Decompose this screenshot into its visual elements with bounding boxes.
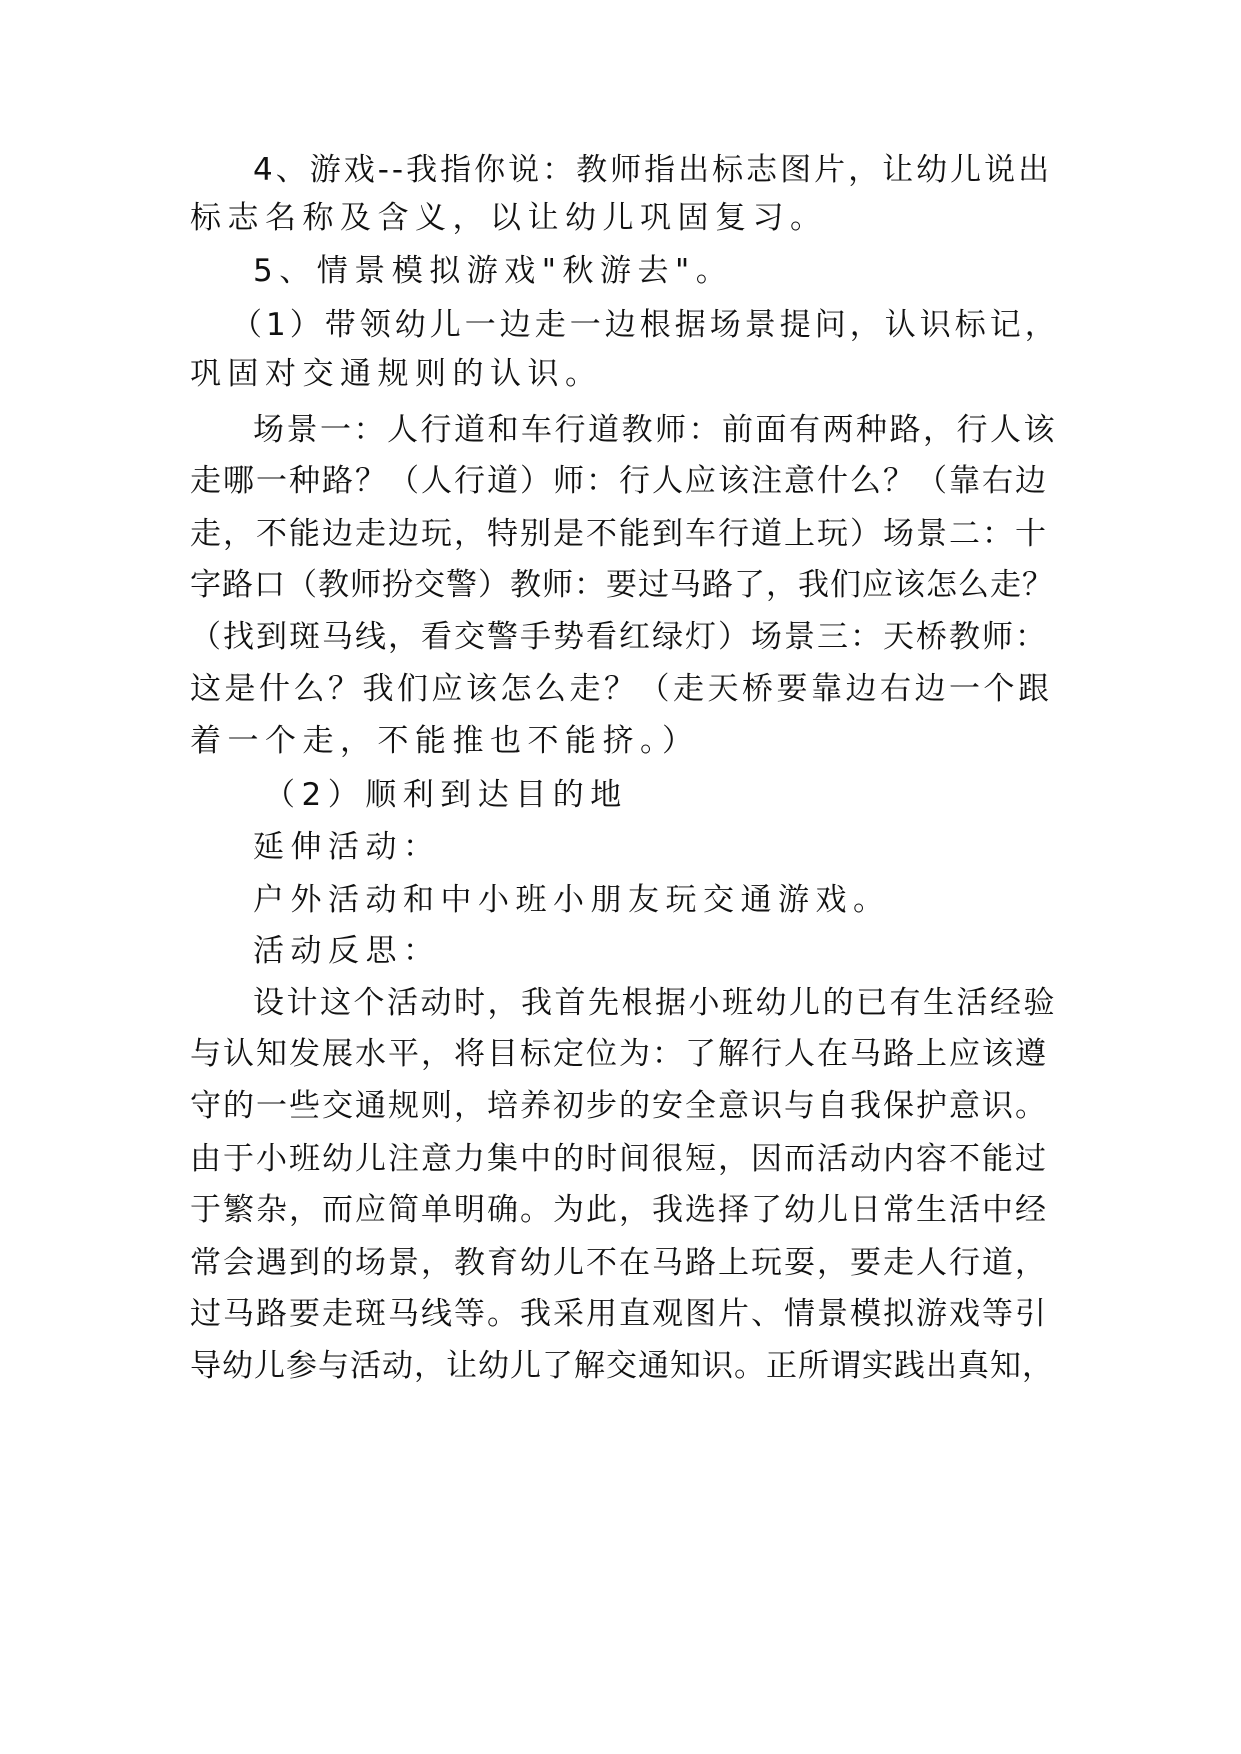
line-step-1: （1）带领幼儿一边走一边根据场景提问，认识标记， bbox=[231, 307, 1060, 343]
line-game-4-cont: 标志名称及含义，以让幼儿巩固复习。 bbox=[190, 200, 828, 236]
line-reflection-6: 常会遇到的场景，教育幼儿不在马路上玩耍，要走人行道， bbox=[190, 1245, 1048, 1281]
line-reflection-4: 由于小班幼儿注意力集中的时间很短，因而活动内容不能过 bbox=[190, 1141, 1048, 1177]
line-scene-text-6: 着一个走，不能推也不能挤。） bbox=[190, 723, 700, 759]
line-scene-1: 场景一：人行道和车行道教师：前面有两种路，行人该 bbox=[253, 412, 1057, 448]
line-step-1-cont: 巩固对交通规则的认识。 bbox=[190, 356, 603, 392]
line-scene-text-1: 走哪一种路？（人行道）师：行人应该注意什么？（靠右边 bbox=[190, 463, 1048, 499]
line-step-2: （2）顺利到达目的地 bbox=[264, 777, 628, 813]
line-scene-text-3: 字路口（教师扮交警）教师：要过马路了，我们应该怎么走？ bbox=[190, 567, 1054, 603]
line-scene-text-2: 走，不能边走边玩，特别是不能到车行道上玩）场景二：十 bbox=[190, 516, 1048, 552]
heading-reflection: 活动反思： bbox=[253, 933, 441, 969]
line-game-4: 4、游戏--我指你说：教师指出标志图片，让幼儿说出 bbox=[253, 152, 1053, 188]
line-reflection-3: 守的一些交通规则，培养初步的安全意识与自我保护意识。 bbox=[190, 1088, 1048, 1124]
line-game-5: 5、情景模拟游戏"秋游去"。 bbox=[253, 253, 734, 289]
heading-extension: 延伸活动： bbox=[253, 829, 441, 865]
line-reflection-1: 设计这个活动时，我首先根据小班幼儿的已有生活经验 bbox=[253, 985, 1057, 1021]
line-reflection-2: 与认知发展水平，将目标定位为：了解行人在马路上应该遵 bbox=[190, 1036, 1048, 1072]
line-reflection-8: 导幼儿参与活动，让幼儿了解交通知识。正所谓实践出真知， bbox=[190, 1348, 1054, 1384]
line-reflection-5: 于繁杂，而应简单明确。为此，我选择了幼儿日常生活中经 bbox=[190, 1192, 1048, 1228]
line-scene-text-4: （找到斑马线，看交警手势看红绿灯）场景三：天桥教师： bbox=[190, 619, 1048, 655]
line-scene-text-5: 这是什么？我们应该怎么走？（走天桥要靠边右边一个跟 bbox=[190, 671, 1053, 707]
line-extension: 户外活动和中小班小朋友玩交通游戏。 bbox=[253, 882, 891, 918]
line-reflection-7: 过马路要走斑马线等。我采用直观图片、情景模拟游戏等引 bbox=[190, 1296, 1048, 1332]
